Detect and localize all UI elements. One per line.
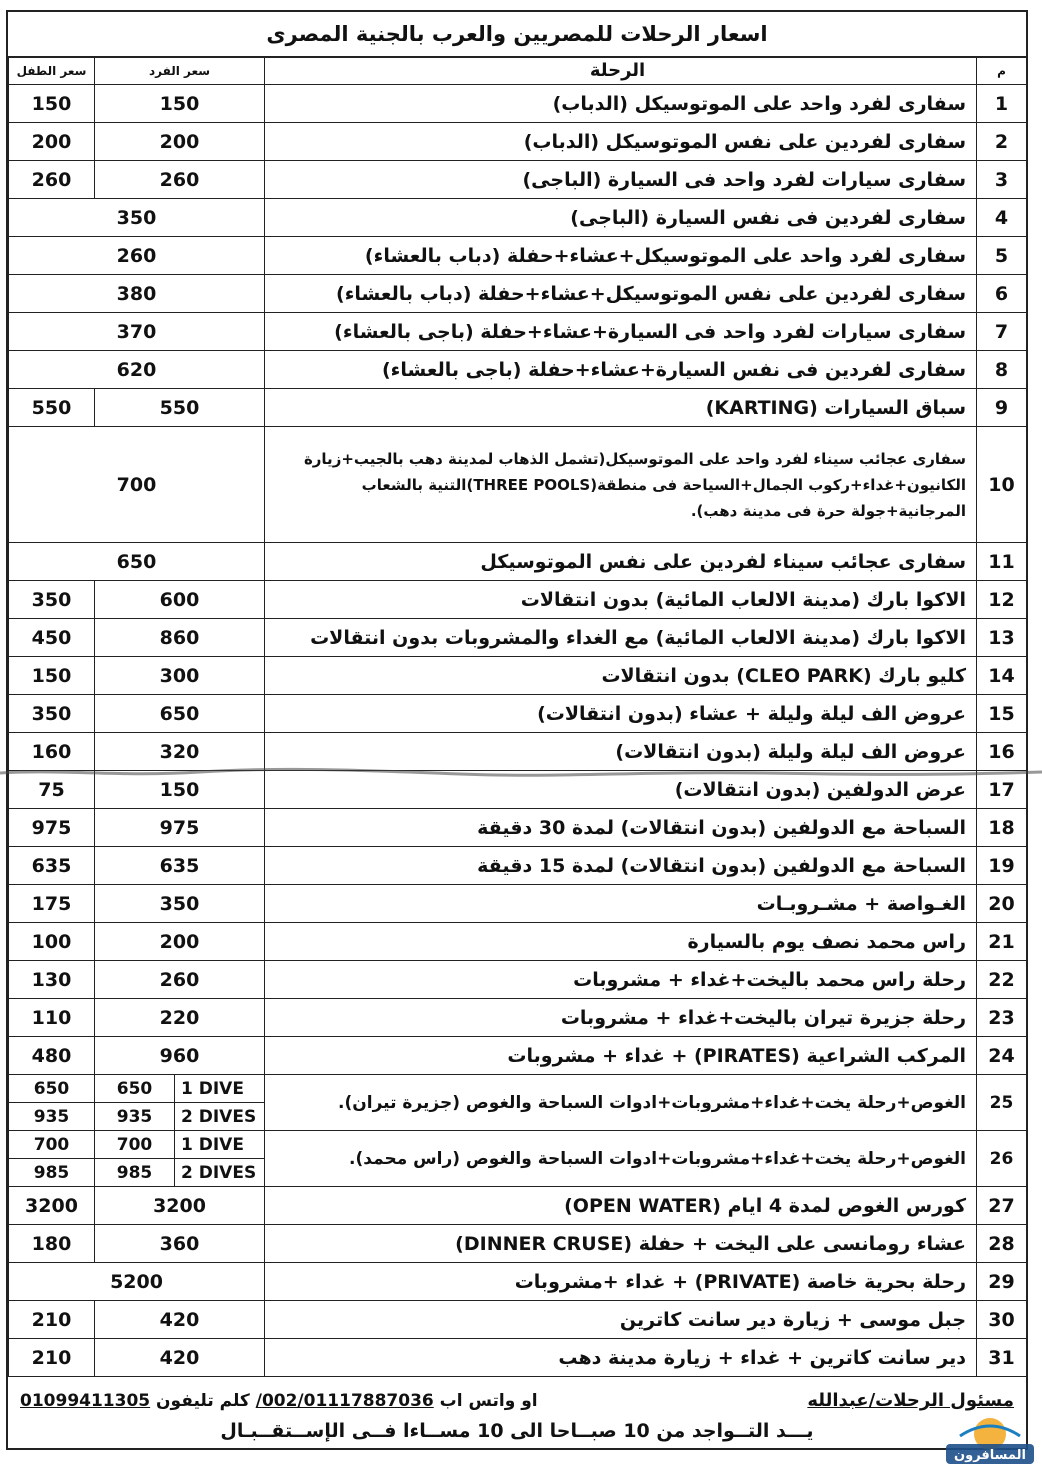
- price-row: [9, 961, 1027, 999]
- trip-description: عشاء رومانسى على اليخت + حفلة (DINNER CRUSE): [265, 1225, 977, 1263]
- price-adult: 260: [95, 161, 265, 199]
- row-number: 28: [977, 1225, 1027, 1263]
- price-child: 160: [9, 733, 95, 771]
- price-row: [9, 123, 1027, 161]
- row-number: 16: [977, 733, 1027, 771]
- price-child: 200: [9, 123, 95, 161]
- page-title: اسعار الرحلات للمصريين والعرب بالجنية المصرى: [8, 12, 1026, 58]
- trip-description: سفارى عجائب سيناء لفردين على نفس الموتوسيكل: [265, 543, 977, 581]
- trip-description: سفارى لفرد واحد على الموتوسيكل (الدباب): [265, 85, 977, 123]
- price-child: 450: [9, 619, 95, 657]
- trip-description: سفارى لفردين فى نفس السيارة+عشاء+حفلة (باجى بالعشاء): [265, 351, 977, 389]
- row-number: 2: [977, 123, 1027, 161]
- price-adult: 300: [95, 657, 265, 695]
- price-row: [9, 923, 1027, 961]
- trip-manager: مسئول الرحلات/عبدالله: [807, 1390, 1014, 1411]
- row-number: 8: [977, 351, 1027, 389]
- price-child: 480: [9, 1037, 95, 1075]
- trip-description: دير سانت كاترين + غداء + زيارة مدينة دهب: [265, 1339, 977, 1377]
- row-number: 24: [977, 1037, 1027, 1075]
- row-number: 6: [977, 275, 1027, 313]
- price-adult: 260: [95, 961, 265, 999]
- price-adult: 200: [95, 923, 265, 961]
- price-child: 260: [9, 161, 95, 199]
- trip-description: عروض الف ليلة وليلة + عشاء (بدون انتقالات): [265, 695, 977, 733]
- price-shared: 350: [9, 199, 265, 237]
- price-adult: 985: [95, 1159, 175, 1187]
- price-adult: 700: [95, 1131, 175, 1159]
- trip-description: سفارى لفردين فى نفس السيارة (الباجى): [265, 199, 977, 237]
- row-number: 14: [977, 657, 1027, 695]
- price-child: 350: [9, 695, 95, 733]
- trip-description: رحلة راس محمد باليخت+غداء + مشروبات: [265, 961, 977, 999]
- price-row: [9, 85, 1027, 123]
- price-child: 75: [9, 771, 95, 809]
- price-row: [9, 543, 1027, 581]
- price-row: [9, 1037, 1027, 1075]
- row-number: 18: [977, 809, 1027, 847]
- row-number: 1: [977, 85, 1027, 123]
- price-row: [9, 237, 1027, 275]
- price-shared: 380: [9, 275, 265, 313]
- price-row: [9, 657, 1027, 695]
- trip-description: عروض الف ليلة وليلة (بدون انتقالات): [265, 733, 977, 771]
- price-adult: 3200: [95, 1187, 265, 1225]
- trip-description: رحلة بحرية خاصة (PRIVATE) + غداء +مشروبات: [265, 1263, 977, 1301]
- price-adult: 200: [95, 123, 265, 161]
- row-number: 10: [977, 427, 1027, 543]
- price-row: [9, 1301, 1027, 1339]
- row-number: 23: [977, 999, 1027, 1037]
- trip-description: عرض الدولفين (بدون انتقالات): [265, 771, 977, 809]
- row-number: 5: [977, 237, 1027, 275]
- trip-description: المركب الشراعية (PIRATES) + غداء + مشروبات: [265, 1037, 977, 1075]
- price-row: [9, 847, 1027, 885]
- price-shared: 370: [9, 313, 265, 351]
- trip-description: سفارى لفردين على نفس الموتوسيكل (الدباب): [265, 123, 977, 161]
- price-row: [9, 1263, 1027, 1301]
- price-child: 150: [9, 657, 95, 695]
- trip-description: كليو بارك (CLEO PARK) بدون انتقالات: [265, 657, 977, 695]
- price-child: 650: [9, 1075, 95, 1103]
- price-shared: 700: [9, 427, 265, 543]
- price-adult: 220: [95, 999, 265, 1037]
- price-adult: 350: [95, 885, 265, 923]
- price-adult: 975: [95, 809, 265, 847]
- trip-description: سفارى لفرد واحد على الموتوسيكل+عشاء+حفلة (دباب بالعشاء): [265, 237, 977, 275]
- price-row: [9, 161, 1027, 199]
- price-shared: 5200: [9, 1263, 265, 1301]
- row-number: 31: [977, 1339, 1027, 1377]
- contact-label: كلم تليفون: [156, 1390, 250, 1411]
- price-shared: 260: [9, 237, 265, 275]
- price-sheet: [6, 10, 1028, 1450]
- price-row: [9, 427, 1027, 543]
- price-child: 110: [9, 999, 95, 1037]
- header-number: م: [977, 57, 1027, 85]
- row-number: 29: [977, 1263, 1027, 1301]
- price-row: [9, 351, 1027, 389]
- trip-description: سفارى لفردين على نفس الموتوسيكل+عشاء+حفلة (دباب بالعشاء): [265, 275, 977, 313]
- price-child: 935: [9, 1103, 95, 1131]
- trip-description: جبل موسى + زيارة دير سانت كاترين: [265, 1301, 977, 1339]
- phone-number: 002/01117887036/: [255, 1390, 434, 1411]
- trip-description: سباق السيارات (KARTING): [265, 389, 977, 427]
- price-adult: 150: [95, 85, 265, 123]
- trip-description: راس محمد نصف يوم بالسيارة: [265, 923, 977, 961]
- price-adult: 550: [95, 389, 265, 427]
- trip-description: السباحة مع الدولفين (بدون انتقالات) لمدة 15 دقيقة: [265, 847, 977, 885]
- header-adult-price: سعر الفرد: [95, 57, 265, 85]
- header-child-price: سعر الطفل: [9, 57, 95, 85]
- or-whatsapp-label: او واتس اب: [439, 1390, 538, 1411]
- row-number: 25: [977, 1075, 1027, 1131]
- price-shared: 650: [9, 543, 265, 581]
- price-row: [9, 275, 1027, 313]
- reception-hours: يـــد التــواجد من 10 صبــاحا الى 10 مســاءا فــى الإســتقــبـال: [220, 1420, 814, 1442]
- price-adult: 320: [95, 733, 265, 771]
- price-row: [9, 999, 1027, 1037]
- price-child: 635: [9, 847, 95, 885]
- dive-count: 1 DIVE: [175, 1075, 265, 1103]
- price-row: [9, 733, 1027, 771]
- whatsapp-number: 01099411305: [20, 1390, 151, 1411]
- dive-count: 1 DIVE: [175, 1131, 265, 1159]
- dive-count: 2 DIVES: [175, 1159, 265, 1187]
- price-adult: 360: [95, 1225, 265, 1263]
- price-adult: 635: [95, 847, 265, 885]
- price-child: 130: [9, 961, 95, 999]
- trip-description: الغـواصة + مشـروبـات: [265, 885, 977, 923]
- row-number: 27: [977, 1187, 1027, 1225]
- watermark-logo: [940, 1406, 1040, 1466]
- price-shared: 620: [9, 351, 265, 389]
- row-number: 20: [977, 885, 1027, 923]
- price-row: [9, 313, 1027, 351]
- price-row: [9, 199, 1027, 237]
- row-number: 13: [977, 619, 1027, 657]
- header-trip: الرحلة: [265, 57, 977, 85]
- trip-description: سفارى عجائب سيناء لفرد واحد على الموتوسيكل(تشمل الذهاب لمدينة دهب بالجيب+زيارة الكانيون+غداء+ركوب الجمال+السياحة فى منطقة(THREE POOLS)التنية بالشعاب المرجانية+جولة حرة فى مدينة دهب).: [265, 427, 977, 543]
- row-number: 11: [977, 543, 1027, 581]
- footer: [8, 1382, 1026, 1448]
- price-adult: 600: [95, 581, 265, 619]
- row-number: 12: [977, 581, 1027, 619]
- price-adult: 650: [95, 1075, 175, 1103]
- trip-description: كورس الغوص لمدة 4 ايام (OPEN WATER): [265, 1187, 977, 1225]
- trip-description: الغوص+رحلة يخت+غداء+مشروبات+ادوات السباحة والغوص (جزيرة تيران).: [265, 1075, 977, 1131]
- price-adult: 960: [95, 1037, 265, 1075]
- price-row: [9, 771, 1027, 809]
- trip-description: الاكوا بارك (مدينة الالعاب المائية) مع الغداء والمشروبات بدون انتقالات: [265, 619, 977, 657]
- price-row: [9, 695, 1027, 733]
- trip-description: سفارى سيارات لفرد واحد فى السيارة+عشاء+حفلة (باجى بالعشاء): [265, 313, 977, 351]
- price-adult: 420: [95, 1339, 265, 1377]
- price-child: 210: [9, 1301, 95, 1339]
- price-child: 700: [9, 1131, 95, 1159]
- trip-description: سفارى سيارات لفرد واحد فى السيارة (الباجى): [265, 161, 977, 199]
- price-row: [9, 1339, 1027, 1377]
- price-child: 175: [9, 885, 95, 923]
- price-child: 180: [9, 1225, 95, 1263]
- trip-description: رحلة جزيرة تيران باليخت+غداء + مشروبات: [265, 999, 977, 1037]
- row-number: 4: [977, 199, 1027, 237]
- contact-info: [20, 1391, 538, 1411]
- row-number: 15: [977, 695, 1027, 733]
- price-adult: 420: [95, 1301, 265, 1339]
- price-child: 350: [9, 581, 95, 619]
- price-table: [8, 56, 1027, 1377]
- price-child: 550: [9, 389, 95, 427]
- price-child: 985: [9, 1159, 95, 1187]
- row-number: 21: [977, 923, 1027, 961]
- price-child: 100: [9, 923, 95, 961]
- price-row: [9, 809, 1027, 847]
- price-child: 3200: [9, 1187, 95, 1225]
- trip-description: السباحة مع الدولفين (بدون انتقالات) لمدة 30 دقيقة: [265, 809, 977, 847]
- row-number: 3: [977, 161, 1027, 199]
- price-child: 210: [9, 1339, 95, 1377]
- trip-description: الغوص+رحلة يخت+غداء+مشروبات+ادوات السباحة والغوص (راس محمد).: [265, 1131, 977, 1187]
- price-child: 975: [9, 809, 95, 847]
- trip-description: الاكوا بارك (مدينة الالعاب المائية) بدون انتقالات: [265, 581, 977, 619]
- row-number: 26: [977, 1131, 1027, 1187]
- row-number: 17: [977, 771, 1027, 809]
- price-row: [9, 389, 1027, 427]
- row-number: 19: [977, 847, 1027, 885]
- row-number: 7: [977, 313, 1027, 351]
- price-adult: 935: [95, 1103, 175, 1131]
- price-row: [9, 1187, 1027, 1225]
- row-number: 9: [977, 389, 1027, 427]
- price-row: [9, 581, 1027, 619]
- price-adult: 150: [95, 771, 265, 809]
- price-adult: 860: [95, 619, 265, 657]
- price-adult: 650: [95, 695, 265, 733]
- dive-option-row: [9, 1131, 1027, 1159]
- price-child: 150: [9, 85, 95, 123]
- table-header-row: [9, 57, 1027, 85]
- price-row: [9, 1225, 1027, 1263]
- watermark-text: المسافرون: [954, 1448, 1026, 1463]
- row-number: 30: [977, 1301, 1027, 1339]
- price-row: [9, 885, 1027, 923]
- price-row: [9, 619, 1027, 657]
- dive-count: 2 DIVES: [175, 1103, 265, 1131]
- dive-option-row: [9, 1075, 1027, 1103]
- row-number: 22: [977, 961, 1027, 999]
